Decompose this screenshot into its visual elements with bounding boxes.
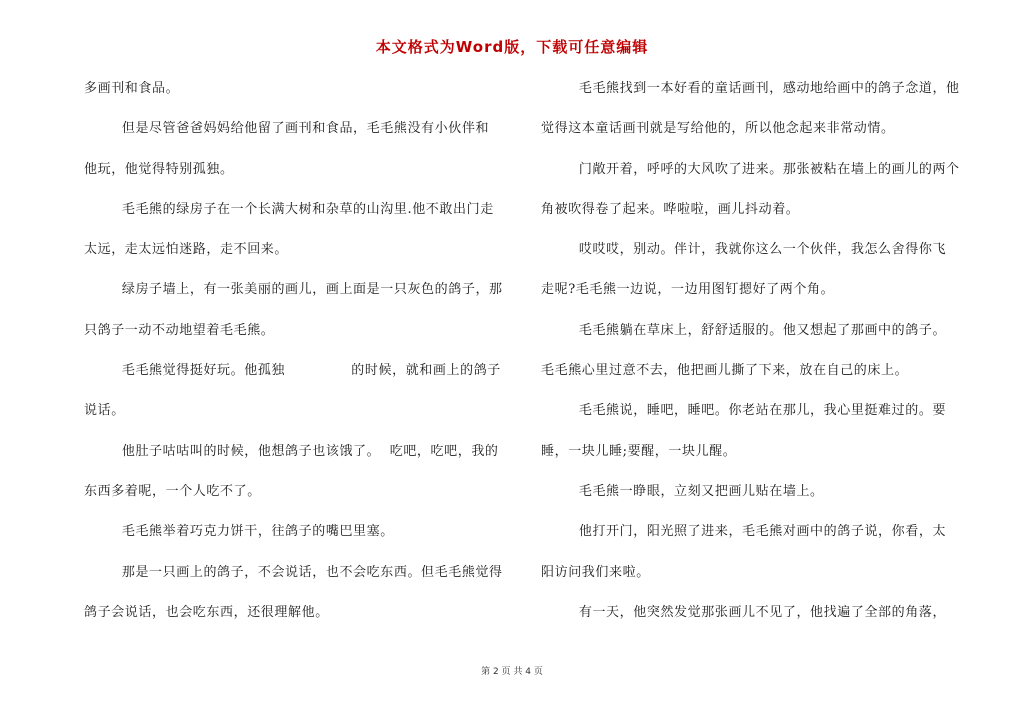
text-line: 那是一只画上的鸽子，不会说话，也不会吃东西。但毛毛熊觉得 bbox=[84, 564, 503, 580]
page-header-title: 本文格式为Word版，下载可任意编辑 bbox=[375, 38, 649, 56]
text-line: 他肚子咕咕叫的时候，他想鸽子也该饿了。 吃吧，吃吧，我的 bbox=[84, 443, 499, 459]
text-line: 觉得这本童话画刊就是写给他的，所以他念起来非常动情。 bbox=[541, 121, 895, 137]
text-line: 毛毛熊一睁眼，立刻又把画儿贴在墙上。 bbox=[541, 483, 824, 499]
text-line: 毛毛熊的绿房子在一个长满大树和杂草的山沟里.他不敢出门走 bbox=[84, 201, 494, 217]
text-line: 他打开门，阳光照了进来，毛毛熊对画中的鸽子说，你看，太 bbox=[541, 524, 947, 540]
text-line: 毛毛熊觉得挺好玩。他孤独 的时候，就和画上的鸽子 bbox=[84, 363, 501, 379]
page-number-footer: 第 2 页 共 4 页 bbox=[481, 667, 543, 677]
text-line: 太远，走太远怕迷路，走不回来。 bbox=[84, 242, 289, 258]
text-line: 睡，一块儿睡;要醒，一块儿醒。 bbox=[541, 443, 737, 459]
text-line: 毛毛熊说，睡吧，睡吧。你老站在那儿，我心里挺难过的。要 bbox=[541, 403, 947, 419]
text-line: 毛毛熊找到一本好看的童话画刊，感动地给画中的鸽子念道，他 bbox=[541, 81, 960, 96]
text-line: 绿房子墙上，有一张美丽的画儿，画上面是一只灰色的鸽子，那 bbox=[84, 282, 503, 298]
text-line: 但是尽管爸爸妈妈给他留了画刊和食品，毛毛熊没有小伙伴和 bbox=[84, 121, 490, 137]
text-line: 鸽子会说话，也会吃东西，还很理解他。 bbox=[84, 604, 329, 620]
text-line: 角被吹得卷了起来。哗啦啦，画儿抖动着。 bbox=[541, 201, 800, 217]
text-line: 多画刊和食品。 bbox=[84, 81, 180, 96]
text-line: 阳访问我们来啦。 bbox=[541, 564, 650, 580]
text-line: 哎哎哎，别动。伴计，我就你这么一个伙伴，我怎么舍得你飞 bbox=[541, 242, 947, 258]
text-line: 毛毛熊心里过意不去，他把画儿撕了下来，放在自己的床上。 bbox=[541, 363, 909, 379]
text-line: 走呢?毛毛熊一边说，一边用图钉摁好了两个角。 bbox=[541, 282, 835, 298]
right-text-column bbox=[541, 82, 961, 646]
text-line: 只鸽子一动不动地望着毛毛熊。 bbox=[84, 322, 275, 338]
text-line: 毛毛熊躺在草床上，舒舒适服的。他又想起了那画中的鸽子。 bbox=[541, 322, 947, 338]
text-line: 东西多着呢，一个人吃不了。 bbox=[84, 483, 261, 499]
text-line: 他玩，他觉得特别孤独。 bbox=[84, 161, 234, 177]
text-line: 门敞开着，呼呼的大风吹了进来。那张被粘在墙上的画儿的两个 bbox=[541, 161, 960, 177]
text-line: 毛毛熊举着巧克力饼干，往鸽子的嘴巴里塞。 bbox=[84, 524, 394, 540]
text-line: 说话。 bbox=[84, 403, 125, 419]
text-line: 有一天，他突然发觉那张画儿不见了，他找遍了全部的角落， bbox=[541, 604, 947, 620]
left-text-column bbox=[84, 81, 503, 646]
